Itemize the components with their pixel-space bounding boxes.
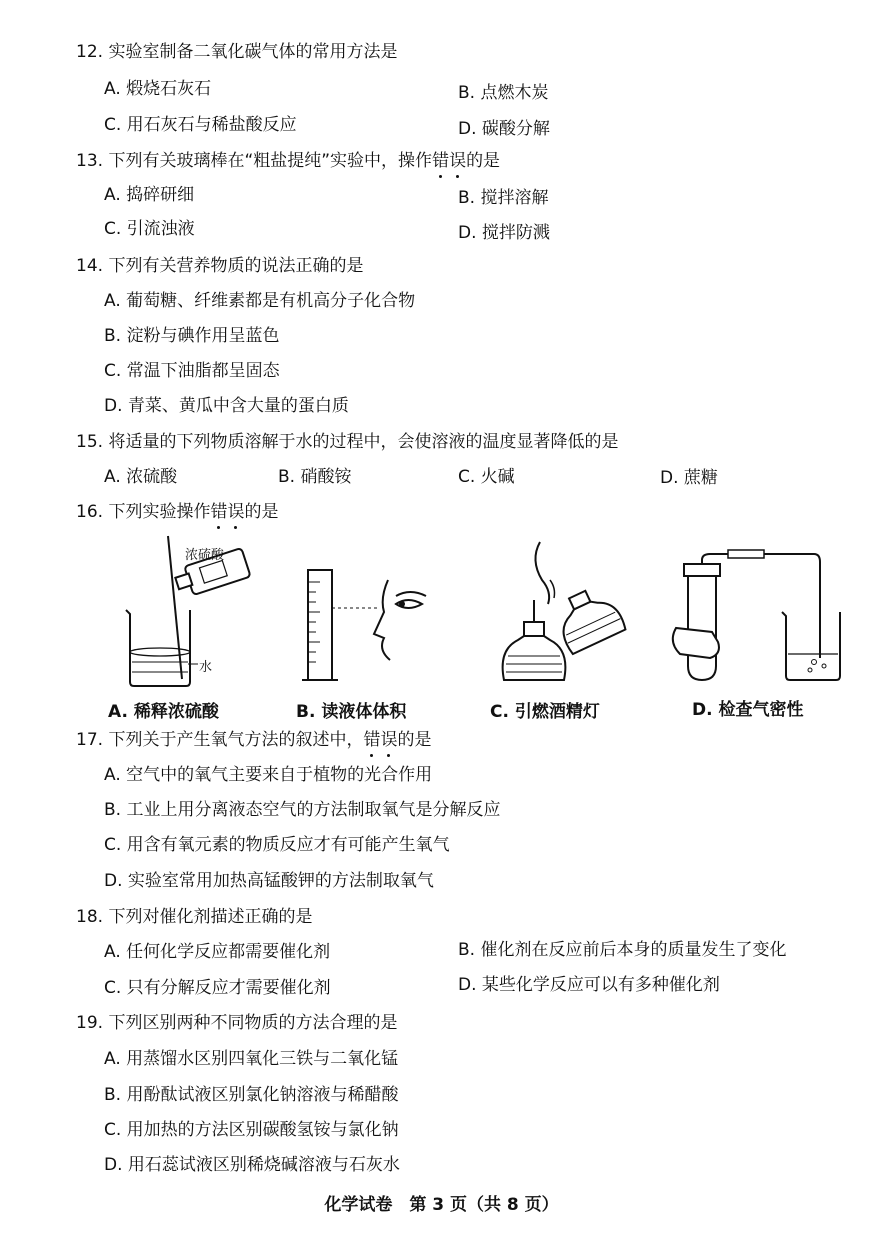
q15-option-b: B. 硝酸铵 <box>278 467 352 487</box>
label-conc-acid: 浓硫酸 <box>185 548 225 563</box>
q14-option-b: B. 淀粉与碘作用呈蓝色 <box>104 326 280 346</box>
question-13-stem: 13. 下列有关玻璃棒在“粗盐提纯”实验中，操作错误的是 <box>76 146 500 171</box>
q17-option-b: B. 工业上用分离液态空气的方法制取氧气是分解反应 <box>104 800 501 820</box>
question-15-stem: 15. 将适量的下列物质溶解于水的过程中，会使溶液的温度显著降低的是 <box>76 432 619 452</box>
q15-option-c: C. 火碱 <box>458 467 515 487</box>
figure-caption-b: B. 读液体体积 <box>296 702 407 722</box>
q18-option-a: A. 任何化学反应都需要催化剂 <box>104 942 331 962</box>
figure-caption-a: A. 稀释浓硫酸 <box>108 702 219 722</box>
q13-option-b: B. 搅拌溶解 <box>458 188 549 208</box>
question-16-stem: 16. 下列实验操作错误的是 <box>76 497 278 522</box>
q19-option-b: B. 用酚酞试液区别氯化钠溶液与稀醋酸 <box>104 1085 399 1105</box>
figure-b-read-volume <box>300 568 450 692</box>
figure-caption-c: C. 引燃酒精灯 <box>490 702 600 722</box>
q14-option-d: D. 青菜、黄瓜中含大量的蛋白质 <box>104 396 349 416</box>
q19-option-c: C. 用加热的方法区别碳酸氢铵与氯化钠 <box>104 1120 399 1140</box>
question-19-stem: 19. 下列区别两种不同物质的方法合理的是 <box>76 1013 398 1033</box>
q18-option-d: D. 某些化学反应可以有多种催化剂 <box>458 975 720 995</box>
q17-option-a: A. 空气中的氧气主要来自于植物的光合作用 <box>104 765 433 785</box>
q19-option-d: D. 用石蕊试液区别稀烧碱溶液与石灰水 <box>104 1155 400 1175</box>
question-12-stem: 12. 实验室制备二氧化碳气体的常用方法是 <box>76 42 398 62</box>
q18-option-b: B. 催化剂在反应前后本身的质量发生了变化 <box>458 940 787 960</box>
question-18-stem: 18. 下列对催化剂描述正确的是 <box>76 907 313 927</box>
q13-option-a: A. 捣碎研细 <box>104 185 195 205</box>
q18-option-c: C. 只有分解反应才需要催化剂 <box>104 978 331 998</box>
figure-d-check-seal <box>664 558 844 688</box>
q17-option-c: C. 用含有氧元素的物质反应才有可能产生氧气 <box>104 835 450 855</box>
q12-option-c: C. 用石灰石与稀盐酸反应 <box>104 115 297 135</box>
label-water: 水 <box>199 660 213 675</box>
q12-option-a: A. 煅烧石灰石 <box>104 79 212 99</box>
q19-option-a: A. 用蒸馏水区别四氧化三铁与二氧化锰 <box>104 1049 399 1069</box>
question-14-stem: 14. 下列有关营养物质的说法正确的是 <box>76 256 364 276</box>
q13-option-d: D. 搅拌防溅 <box>458 223 550 243</box>
q14-option-a: A. 葡萄糖、纤维素都是有机高分子化合物 <box>104 291 416 311</box>
figure-caption-d: D. 检查气密性 <box>692 700 804 720</box>
page-footer: 化学试卷 第 3 页（共 8 页） <box>324 1195 559 1215</box>
figure-c-light-lamp <box>494 540 634 692</box>
q14-option-c: C. 常温下油脂都呈固态 <box>104 361 280 381</box>
q12-option-d: D. 碳酸分解 <box>458 119 550 139</box>
q13-option-c: C. 引流浊液 <box>104 219 195 239</box>
question-17-stem: 17. 下列关于产生氧气方法的叙述中，错误的是 <box>76 725 431 750</box>
q17-option-d: D. 实验室常用加热高锰酸钾的方法制取氧气 <box>104 871 434 891</box>
q15-option-d: D. 蔗糖 <box>660 468 718 488</box>
q12-option-b: B. 点燃木炭 <box>458 83 549 103</box>
q15-option-a: A. 浓硫酸 <box>104 467 178 487</box>
